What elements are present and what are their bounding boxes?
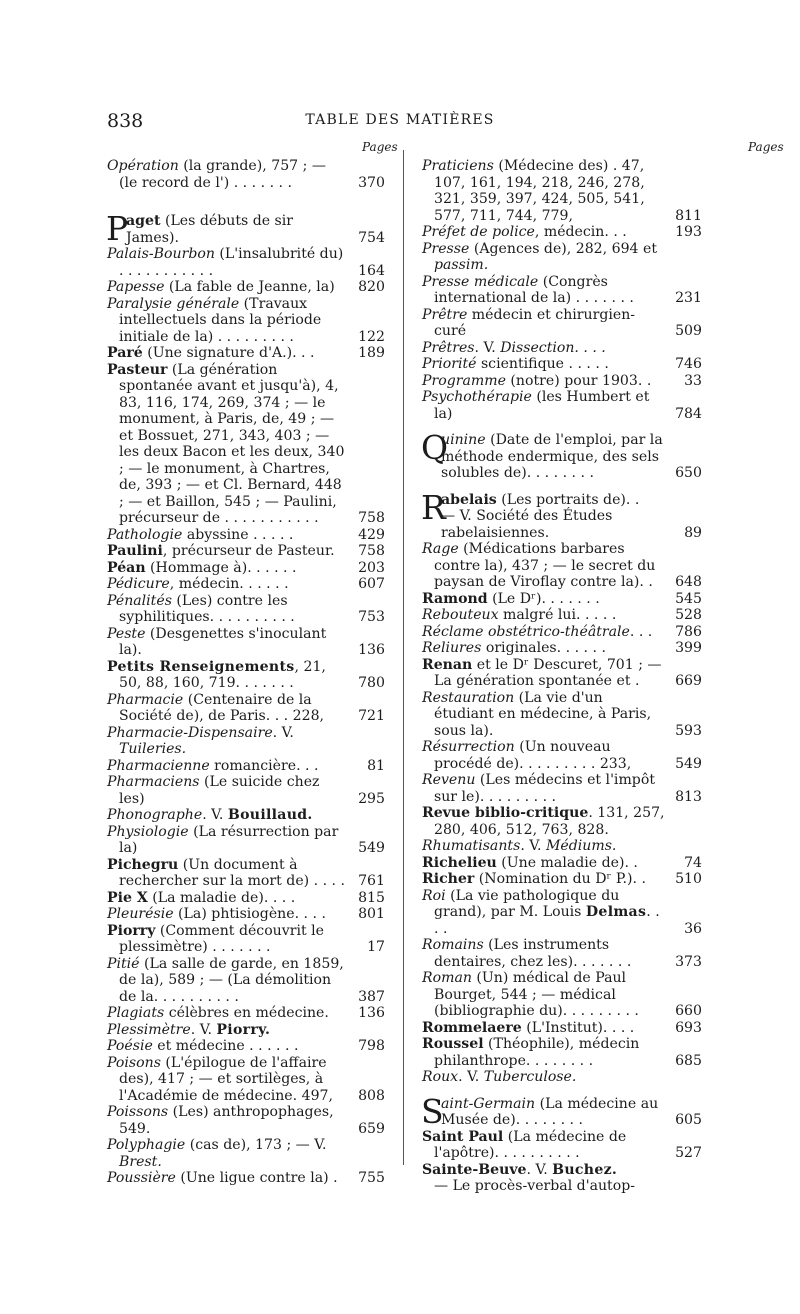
index-entry: Rage (Médications barbares contre la), 437 ; — le secret du paysan de Viroflay contre la). . 648 bbox=[422, 541, 702, 590]
right-column-pages-label: Pages bbox=[748, 140, 784, 154]
page-ref: 136 bbox=[358, 1005, 385, 1021]
index-entry: Phonographe. V. Bouillaud. bbox=[107, 807, 313, 823]
index-entry: Papesse (La fable de Jeanne, la) 820 bbox=[107, 279, 385, 295]
index-entry: Renan et le Dʳ Descuret, 701 ; — La génération spontanée et . 669 bbox=[422, 656, 702, 689]
page-ref: 399 bbox=[675, 640, 702, 656]
page-ref: 136 bbox=[358, 642, 385, 658]
drop-capital: Q bbox=[421, 428, 449, 467]
index-entry: Reliures originales. . . . . . 399 bbox=[422, 640, 702, 656]
page-ref: 164 bbox=[358, 262, 385, 279]
index-entry: Richer (Nomination du Dʳ P.). . 510 bbox=[422, 871, 702, 887]
page-ref: 746 bbox=[675, 356, 702, 372]
index-entry: Poésie et médecine . . . . . . 798 bbox=[107, 1038, 385, 1054]
page-number: 838 bbox=[107, 110, 144, 132]
index-entry: Pathologie abyssine . . . . . 429 bbox=[107, 526, 385, 543]
drop-capital: P bbox=[106, 209, 129, 248]
index-entry: Rommelaere (L'Institut). . . . 693 bbox=[422, 1019, 702, 1036]
index-entry: Plagiats célèbres en médecine. 136 bbox=[107, 1005, 385, 1021]
index-entry: Pédicure, médecin. . . . . . 607 bbox=[107, 576, 385, 592]
index-entry: Réclame obstétrico-théâtrale. . . 786 bbox=[422, 623, 702, 640]
left-column-pages-label: Pages bbox=[362, 140, 398, 154]
page-ref: 549 bbox=[675, 755, 702, 772]
index-entry: Pichegru (Un document à rechercher sur la mort de) . . . . 761 bbox=[107, 856, 385, 889]
page-ref: 780 bbox=[358, 675, 385, 691]
page-ref: 650 bbox=[675, 465, 702, 481]
page-ref: 813 bbox=[675, 788, 702, 805]
index-entry: Pie X (La maladie de). . . . 815 bbox=[107, 889, 385, 906]
page-ref: 660 bbox=[675, 1003, 702, 1019]
page-ref: 808 bbox=[358, 1087, 385, 1104]
page-ref: 370 bbox=[358, 174, 385, 191]
index-entry: Poussière (Une ligue contre la) . 755 bbox=[107, 1170, 385, 1186]
index-entry: Sainte-Beuve. V. Buchez. bbox=[422, 1161, 618, 1178]
index-entry: Pharmacie (Centenaire de la Société de), de Paris. . . 228, 721 bbox=[107, 691, 385, 724]
index-entry: Péan (Hommage à). . . . . . 203 bbox=[107, 559, 385, 576]
index-entry: Pénalités (Les) contre les syphilitiques. . . . . . . . . . 753 bbox=[107, 592, 385, 625]
page-ref: 815 bbox=[358, 889, 385, 906]
index-entry: Préfet de police, médecin. . . 193 bbox=[422, 224, 702, 240]
index-entry: Romains (Les instruments dentaires, chez les). . . . . . . 373 bbox=[422, 937, 702, 970]
index-entry: Priorité scientifique . . . . . 746 bbox=[422, 356, 702, 372]
index-entry: Restauration (La vie d'un étudiant en médecine, à Paris, sous la). 593 bbox=[422, 689, 702, 739]
page-ref: 33 bbox=[684, 372, 702, 389]
index-entry: Presse médicale (Congrès international de la) . . . . . . . 231 bbox=[422, 273, 702, 306]
left-column bbox=[107, 158, 385, 1187]
index-entry: Pasteur (La génération spontanée avant et jusqu'à), 4, 83, 116, 174, 269, 374 ; — le monument, à Paris, de, 49 ; — et Bossuet, 271, 343, 403 ; — les deux Bacon et les deux, 340 ; — le monument, à Chartres, de, 393 ; — et Cl. Bernard, 448 ; — et Baillon, 545 ; — Paulini, précurseur de . . . . . . . . . . . 758 bbox=[107, 361, 385, 526]
index-entry: Peste (Desgenettes s'inoculant la). 136 bbox=[107, 625, 385, 658]
index-entry: Q uinine (Date de l'emploi, par la méthode endermique, des sels solubles de). . . . . . . . 650 bbox=[421, 428, 702, 481]
page-ref: 193 bbox=[675, 224, 702, 240]
page-ref: 786 bbox=[675, 623, 702, 640]
page-ref: 593 bbox=[675, 722, 702, 739]
drop-capital: R bbox=[421, 487, 446, 527]
index-entry: Roman (Un) médical de Paul Bourget, 544 ; — médical (bibliographie du). . . . . . . . . 660 bbox=[422, 970, 702, 1019]
index-entry: Pleurésie (La) phtisiogène. . . . 801 bbox=[107, 906, 385, 922]
page-ref: 605 bbox=[675, 1112, 702, 1128]
page-ref: 203 bbox=[358, 559, 385, 576]
page-ref: 754 bbox=[358, 229, 385, 246]
index-entry: Pharmacienne romancière. . . 81 bbox=[107, 757, 385, 774]
index-entry: Résurrection (Un nouveau procédé de). . . . . . . . . 233, 549 bbox=[422, 739, 702, 772]
page-ref: 81 bbox=[367, 757, 385, 774]
index-entry: Revue biblio-critique. 131, 257, 280, 406, 512, 763, 828. bbox=[422, 805, 665, 838]
page-ref: 820 bbox=[358, 279, 385, 295]
index-entry: Programme (notre) pour 1903. . 33 bbox=[422, 372, 702, 389]
index-entry: Physiologie (La résurrection par la) 549 bbox=[107, 823, 385, 856]
index-entry: Rebouteux malgré lui. . . . . 528 bbox=[422, 607, 702, 623]
page-ref: 801 bbox=[358, 906, 385, 922]
page-ref: 758 bbox=[358, 510, 385, 526]
page-ref: 755 bbox=[358, 1170, 385, 1186]
page-ref: 545 bbox=[675, 590, 702, 607]
index-entry: P aget (Les débuts de sir James). 754 bbox=[106, 209, 385, 248]
page-ref: 659 bbox=[358, 1120, 385, 1137]
right-column bbox=[422, 158, 702, 1195]
column-divider bbox=[403, 150, 404, 1165]
index-entry: Ramond (Le Dʳ). . . . . . . 545 bbox=[422, 590, 702, 607]
page-ref: 429 bbox=[358, 526, 385, 543]
index-entry: Petits Renseignements, 21, 50, 88, 160, 719. . . . . . . 780 bbox=[107, 658, 385, 691]
page-ref: 74 bbox=[684, 854, 702, 871]
page-ref: 811 bbox=[675, 207, 702, 224]
page-ref: 17 bbox=[367, 939, 385, 955]
index-entry: Praticiens (Médecine des) . 47, 107, 161, 194, 218, 246, 278, 321, 359, 397, 424, 505, 541, 577, 711, 744, 779, 811 bbox=[422, 158, 702, 224]
page-ref: 527 bbox=[675, 1145, 702, 1161]
index-entry: Paralysie générale (Travaux intellectuels dans la période initiale de la) . . . . . . . . . 122 bbox=[107, 295, 385, 345]
page-ref: 89 bbox=[684, 524, 702, 541]
index-entry: Poisons (L'épilogue de l'affaire des), 417 ; — et sortilèges, à l'Académie de médecine. 497, 808 bbox=[107, 1054, 385, 1104]
index-entry: Presse (Agences de), 282, 694 et passim. bbox=[422, 240, 657, 273]
index-entry: Pitié (La salle de garde, en 1859, de la), 589 ; — (La démolition de la. . . . . . . . . . 387 bbox=[107, 955, 385, 1005]
index-entry: Roi (La vie pathologique du grand), par M. Louis Delmas. . . . 36 bbox=[422, 887, 702, 937]
page-ref: 189 bbox=[358, 345, 385, 361]
page-ref: 373 bbox=[675, 953, 702, 970]
page-ref: 122 bbox=[358, 328, 385, 345]
index-entry: Pharmaciens (Le suicide chez les) 295 bbox=[107, 774, 385, 807]
page-ref: 753 bbox=[358, 609, 385, 625]
page-ref: 231 bbox=[675, 290, 702, 306]
index-entry: Psychothérapie (les Humbert et la) 784 bbox=[422, 389, 702, 422]
index-entry: Prêtre médecin et chirurgien-curé 509 bbox=[422, 306, 702, 339]
index-entry: Richelieu (Une maladie de). . 74 bbox=[422, 854, 702, 871]
page-ref: 669 bbox=[675, 673, 702, 689]
page-ref: 528 bbox=[675, 607, 702, 623]
index-entry: Roussel (Théophile), médecin philanthrope. . . . . . . . 685 bbox=[422, 1036, 702, 1069]
page-ref: 758 bbox=[358, 543, 385, 559]
index-entry: Paulini, précurseur de Pasteur. 758 bbox=[107, 543, 385, 559]
index-entry: Rhumatisants. V. Médiums. bbox=[422, 838, 617, 854]
page-ref: 387 bbox=[358, 988, 385, 1005]
index-entry: Pharmacie-Dispensaire. V. Tuileries. bbox=[107, 724, 294, 757]
page-ref: 693 bbox=[675, 1019, 702, 1036]
page-ref: 295 bbox=[358, 790, 385, 807]
page-ref: 36 bbox=[684, 920, 702, 937]
page-ref: 509 bbox=[675, 323, 702, 339]
index-entry: — Le procès-verbal d'autop- bbox=[434, 1178, 635, 1194]
page-ref: 761 bbox=[358, 873, 385, 889]
index-entry: Palais-Bourbon (L'insalubrité du) . . . . . . . . . . . 164 bbox=[107, 246, 385, 279]
page-ref: 607 bbox=[358, 576, 385, 592]
index-entry: Plessimètre. V. Piorry. bbox=[107, 1021, 271, 1038]
index-entry: Piorry (Comment découvrit le plessimètre) . . . . . . . 17 bbox=[107, 922, 385, 955]
index-entry: Roux. V. Tuberculose. bbox=[422, 1069, 577, 1085]
page-ref: 685 bbox=[675, 1052, 702, 1069]
drop-capital: S bbox=[421, 1091, 444, 1131]
page-ref: 549 bbox=[358, 840, 385, 856]
index-entry: Opération (la grande), 757 ; — (le record de l') . . . . . . . 370 bbox=[107, 158, 385, 191]
index-entry: Revenu (Les médecins et l'impôt sur le). . . . . . . . . 813 bbox=[422, 772, 702, 805]
index-entry: Polyphagie (cas de), 173 ; — V. Brest. bbox=[107, 1137, 327, 1170]
page-ref: 648 bbox=[675, 574, 702, 590]
page-ref: 798 bbox=[358, 1038, 385, 1054]
index-entry: Prêtres. V. Dissection. . . . bbox=[422, 339, 606, 356]
index-entry: Paré (Une signature d'A.). . . 189 bbox=[107, 345, 385, 361]
page-ref: 721 bbox=[358, 708, 385, 724]
page-ref: 784 bbox=[675, 405, 702, 422]
index-entry: Saint Paul (La médecine de l'apôtre). . . . . . . . . . 527 bbox=[422, 1128, 702, 1161]
running-head: TABLE DES MATIÈRES bbox=[305, 112, 495, 128]
index-entry: Poissons (Les) anthropophages, 549. 659 bbox=[107, 1104, 385, 1137]
index-entry: R abelais (Les portraits de). . 89 — V. Société des Études rabelaisiennes. bbox=[421, 487, 702, 541]
index-entry: S aint-Germain (La médecine au Musée de). . . . . . . . 605 bbox=[421, 1091, 702, 1131]
page-ref: 510 bbox=[675, 871, 702, 887]
